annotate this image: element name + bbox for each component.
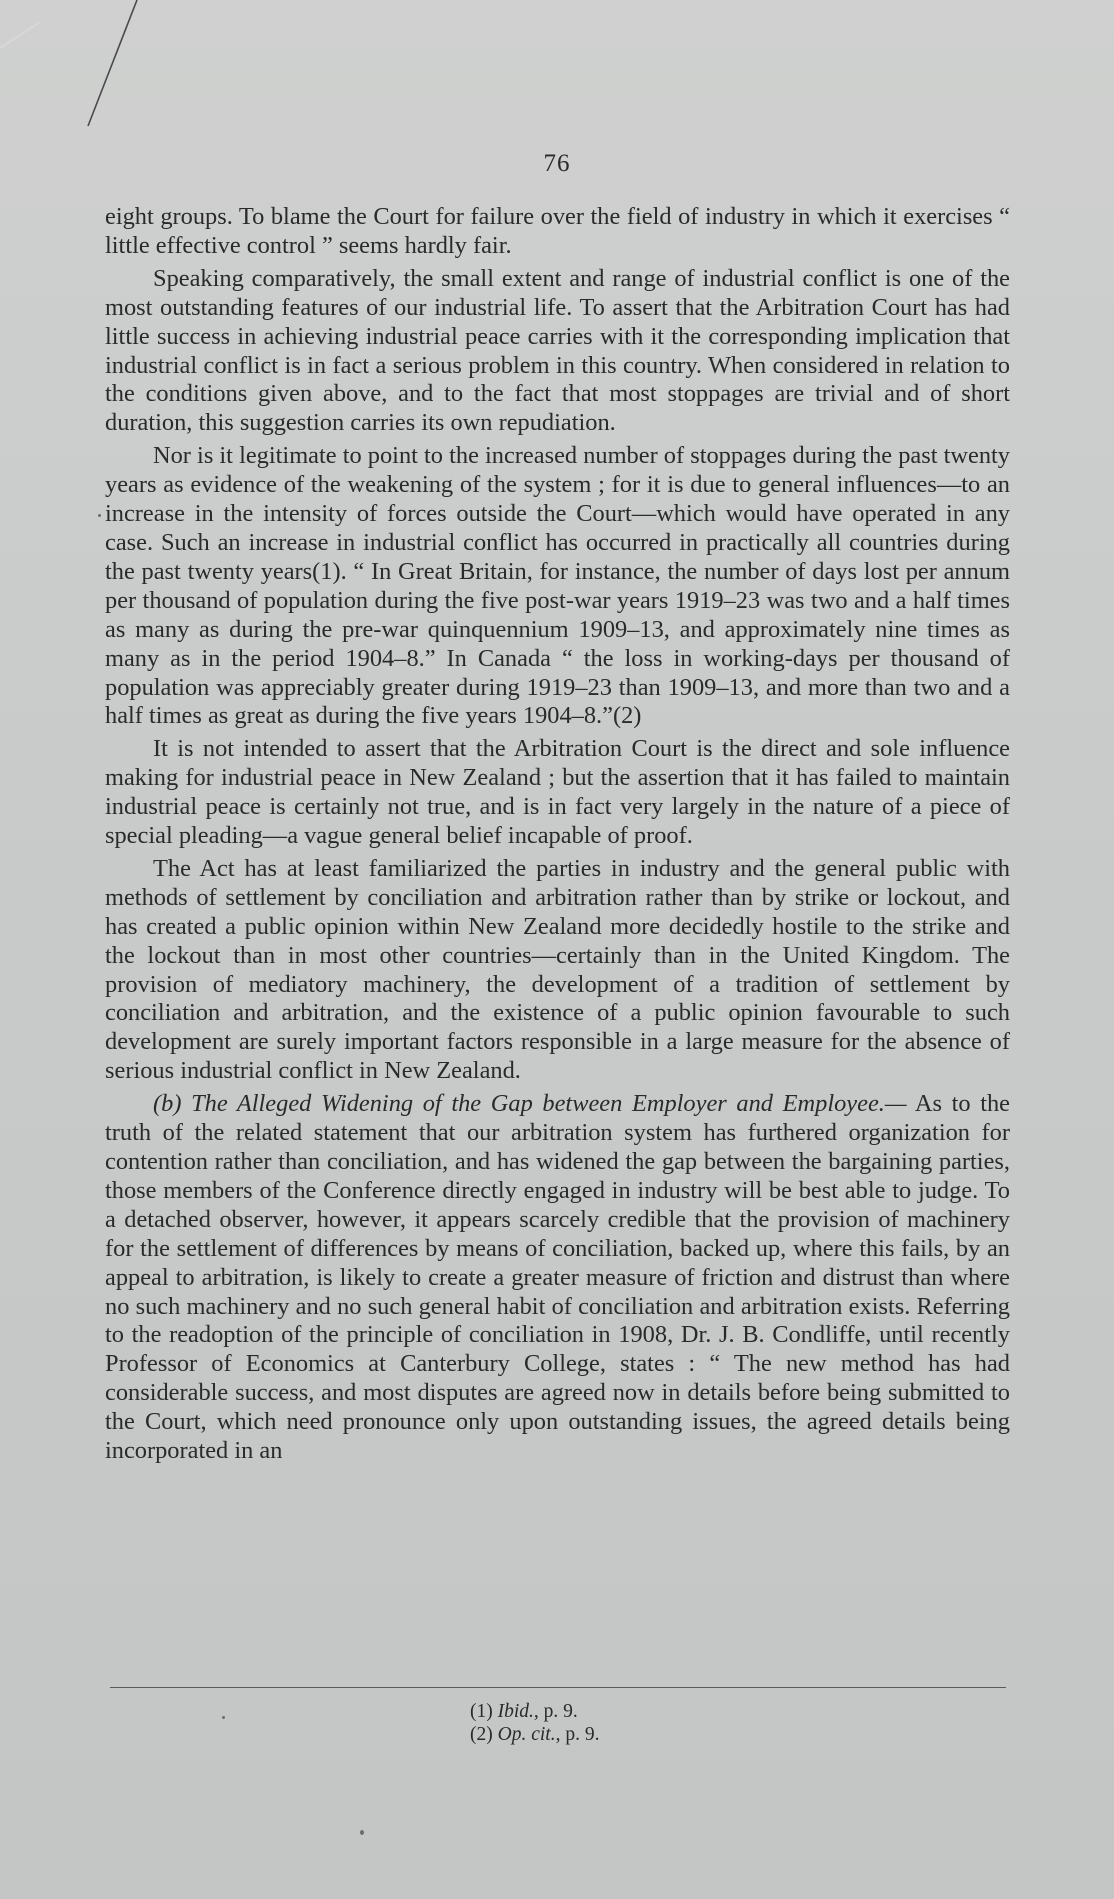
- footnote-ref: Op. cit.: [497, 1724, 556, 1745]
- paper-speck: [98, 514, 101, 517]
- footnotes: [470, 1700, 599, 1746]
- pen-stroke-mark: [0, 0, 160, 140]
- footnote-divider: [110, 1687, 1006, 1688]
- footnote-page: , p. 9.: [533, 1701, 578, 1722]
- paragraph-4: It is not intended to assert that the Arbitration Court is the direct and sole influence making for industrial peace in New Zealand ; but the assertion that it has failed to maintain industrial peace is certainly not true, and is in fact very largely in the nature of a piece of special pleading—a vague general belief incapable of proof.: [105, 735, 1010, 850]
- paragraph-3: Nor is it legitimate to point to the increased number of stoppages during the past twenty years as evidence of the weakening of the system ; for it is due to general influences—to an increase in the intensity of forces outside the Court—which would have operated in any case. Such an increase in industrial conflict has occurred in practically all countries during the past twenty years(1). “ In Great Britain, for instance, the number of days lost per annum per thousand of population during the five post-war years 1919–23 was two and a half times as many as during the pre-war quinquennium 1909–13, and approximately nine times as many as in the period 1904–8.” In Canada “ the loss in working-days per thousand of population was appreciably greater during 1919–23 than 1909–13, and more than two and a half times as great as during the five years 1904–8.”(2): [105, 442, 1010, 730]
- section-heading: (b) The Alleged Widening of the Gap between Employer and Employee.—: [153, 1090, 907, 1118]
- body-text: [105, 203, 1010, 1470]
- footnote-mark: (2): [470, 1724, 493, 1745]
- paragraph-1: eight groups. To blame the Court for failure over the field of industry in which it exercises “ little effective control ” seems hardly fair.: [105, 203, 1010, 259]
- footnote-page: , p. 9.: [555, 1724, 600, 1745]
- footnote-ref: Ibid.: [497, 1701, 534, 1722]
- footnote-mark: (1): [470, 1701, 493, 1722]
- footnote-2: [470, 1723, 599, 1746]
- paragraph-6: [105, 1090, 1010, 1466]
- paragraph-2: Speaking comparatively, the small extent and range of industrial conflict is one of the most outstanding features of our industrial life. To assert that the Arbitration Court has had little success in achieving industrial peace carries with it the corresponding implication that industrial conflict is in fact a serious problem in this country. When considered in relation to the conditions given above, and to the fact that most stoppages are trivial and of short duration, this suggestion carries its own repudiation.: [105, 264, 1010, 437]
- paper-speck: [222, 1716, 225, 1719]
- paper-speck: [360, 1830, 364, 1835]
- footnote-1: [470, 1700, 599, 1723]
- page-number: 76: [543, 150, 571, 177]
- section-body: As to the truth of the related statement that our arbitration system has furthered organization for contention rather than conciliation, and has widened the gap between the bargaining parties, those members of the Conference directly engaged in industry will be best able to judge. To a detached observer, however, it appears scarcely credible that the provision of machinery for the settlement of differences by means of conciliation, backed up, where this fails, by an appeal to arbitration, is likely to create a greater measure of friction and distrust than where no such machinery and no such general habit of conciliation and arbitration exists. Referring to the readoption of the principle of conciliation in 1908, Dr. J. B. Condliffe, until recently Professor of Economics at Canterbury College, states : “ The new method has had considerable success, and most disputes are agreed now in details before being submitted to the Court, which need pronounce only upon outstanding issues, the agreed details being incorporated in an: [105, 1090, 1010, 1465]
- paragraph-5: The Act has at least familiarized the parties in industry and the general public with methods of settlement by conciliation and arbitration rather than by strike or lockout, and has created a public opinion within New Zealand more decidedly hostile to the strike and the lockout than in most other countries—certainly than in the United Kingdom. The provision of mediatory machinery, the development of a tradition of settlement by conciliation and arbitration, and the existence of a public opinion favourable to such development are surely important factors responsible in a large measure for the absence of serious industrial conflict in New Zealand.: [105, 854, 1010, 1085]
